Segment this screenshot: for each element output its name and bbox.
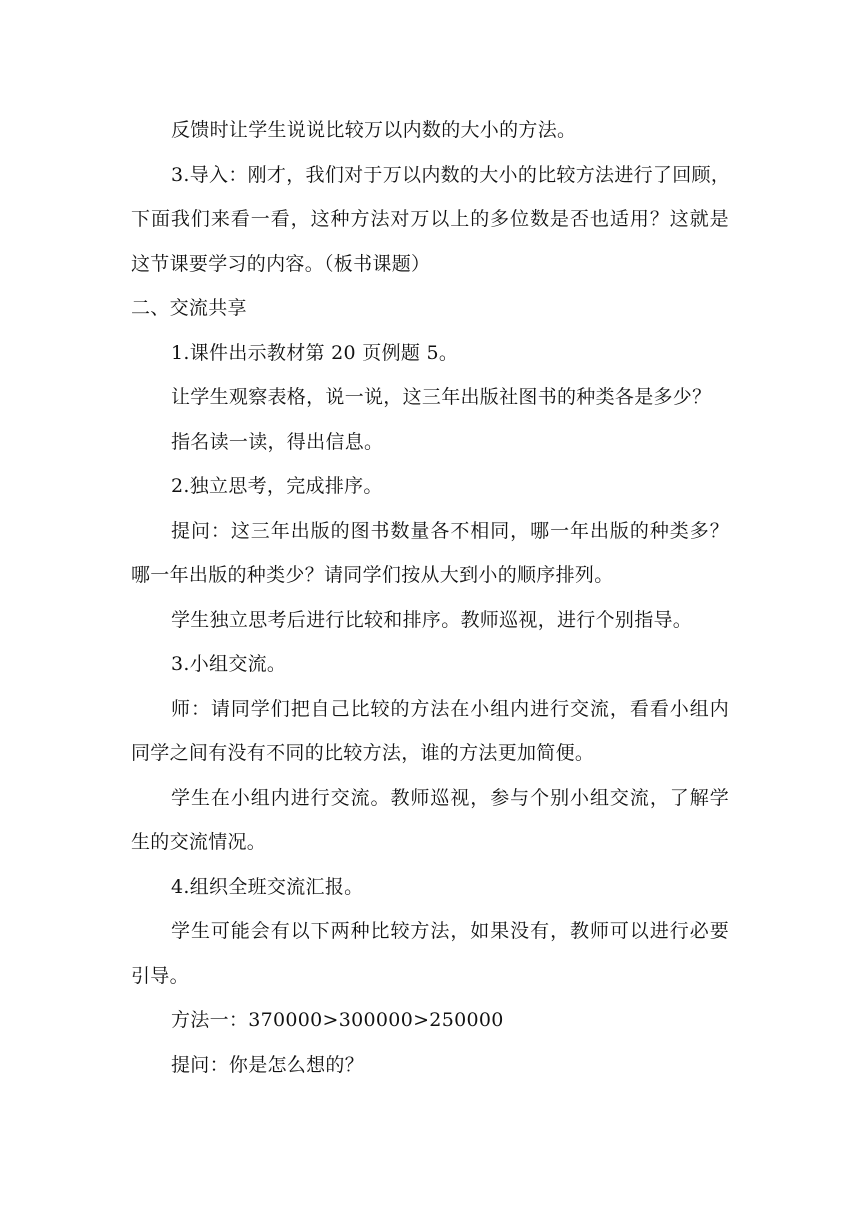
text-line: 师：请同学们把自己比较的方法在小组内进行交流，看看小组内: [171, 697, 729, 720]
paragraph-p1: [131, 108, 729, 153]
text-line: 反馈时让学生说说比较万以内数的大小的方法。: [171, 119, 577, 141]
paragraph-p15: [131, 998, 729, 1043]
text-line: 提问：这三年出版的图书数量各不相同，哪一年出版的种类多？: [171, 519, 729, 542]
text-line: 同学之间有没有不同的比较方法，谁的方法更加简便。: [131, 742, 595, 764]
text-line: 生的交流情况。: [131, 831, 267, 853]
paragraph-p9: [131, 598, 729, 643]
text-line: 3.小组交流。: [171, 653, 287, 675]
text-line: 3.导入：刚才，我们对于万以内数的大小的比较方法进行了回顾，: [171, 163, 731, 186]
text-line: 学生可能会有以下两种比较方法，如果没有，教师可以进行必要: [171, 920, 729, 942]
text-line: 指名读一读，得出信息。: [171, 430, 384, 453]
text-line: 提问：你是怎么想的？: [171, 1053, 365, 1076]
text-line: 这节课要学习的内容。（板书课题）: [131, 252, 431, 275]
text-line: 引导。: [131, 964, 189, 987]
paragraph-p7: [131, 464, 729, 509]
section-heading: [131, 286, 729, 331]
text-line: 4.组织全班交流汇报。: [171, 875, 364, 898]
text-line: 下面我们来看一看，这种方法对万以上的多位数是否也适用？这就是: [131, 208, 729, 230]
text-line: 让学生观察表格，说一说，这三年出版社图书的种类各是多少？: [171, 386, 712, 408]
paragraph-p16: [131, 1043, 729, 1088]
paragraph-p2: [131, 153, 729, 287]
heading-text: 二、交流共享: [131, 297, 247, 319]
paragraph-p6: [131, 420, 729, 465]
text-line: 方法一：370000>300000>250000: [171, 1009, 504, 1031]
paragraph-p5: [131, 375, 729, 420]
text-line: 2.独立思考，完成排序。: [171, 475, 383, 497]
paragraph-p10: [131, 642, 729, 687]
paragraph-p13: [131, 865, 729, 910]
document-page: [131, 108, 729, 1087]
text-line: 学生在小组内进行交流。教师巡视，参与个别小组交流，了解学: [171, 786, 729, 809]
text-line: 学生独立思考后进行比较和排序。教师巡视，进行个别指导。: [171, 608, 693, 631]
paragraph-p8: [131, 509, 729, 598]
paragraph-p14: [131, 909, 729, 998]
paragraph-p12: [131, 776, 729, 865]
text-line: 1.课件出示教材第 20 页例题 5。: [171, 341, 459, 364]
paragraph-p11: [131, 687, 729, 776]
paragraph-p4: [131, 331, 729, 376]
text-line: 哪一年出版的种类少？请同学们按从大到小的顺序排列。: [131, 564, 614, 586]
